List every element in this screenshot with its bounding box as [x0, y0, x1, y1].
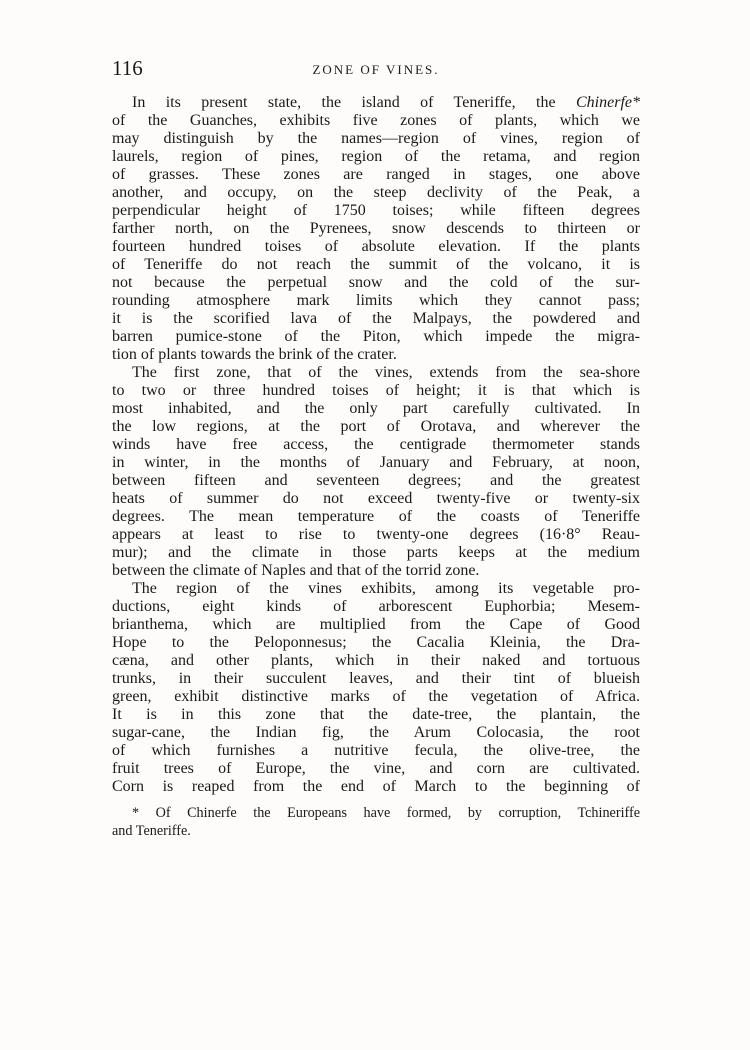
- text-line: between the climate of Naples and that of the torrid zone.: [112, 562, 480, 579]
- body-text: [112, 94, 640, 796]
- text-line: laurels, region of pines, region of the retama, and region: [112, 148, 640, 165]
- text-line: of Teneriffe do not reach the summit of the volcano, it is: [112, 256, 640, 273]
- text-line: The region of the vines exhibits, among its vegetable pro-: [132, 580, 640, 597]
- text-line: perpendicular height of 1750 toises; while fifteen degrees: [112, 202, 640, 219]
- text-line: appears at least to rise to twenty-one degrees (16·8° Reau-: [112, 526, 640, 543]
- text-line: fruit trees of Europe, the vine, and corn are cultivated.: [112, 760, 640, 777]
- text-line: mur); and the climate in those parts keeps at the medium: [112, 544, 640, 561]
- text-line: heats of summer do not exceed twenty-five or twenty-six: [112, 490, 640, 507]
- text-line: in winter, in the months of January and February, at noon,: [112, 454, 640, 471]
- text-line: Hope to the Peloponnesus; the Cacalia Kleinia, the Dra-: [112, 634, 640, 651]
- book-page: [112, 52, 640, 840]
- text-line: tion of plants towards the brink of the crater.: [112, 346, 397, 363]
- italic-term: Chinerfe*: [576, 94, 640, 111]
- footnote-line: and Teneriffe.: [112, 823, 191, 839]
- text-line: The first zone, that of the vines, extends from the sea-shore: [132, 364, 640, 381]
- text-line: not because the perpetual snow and the cold of the sur-: [112, 274, 640, 291]
- footnote: [112, 804, 640, 840]
- paragraph: [112, 364, 640, 580]
- text-line: brianthema, which are multiplied from the Cape of Good: [112, 616, 640, 633]
- paragraph: [112, 580, 640, 796]
- text-line: trunks, in their succulent leaves, and their tint of blueish: [112, 670, 640, 687]
- text-line: winds have free access, the centigrade thermometer stands: [112, 436, 640, 453]
- text-line: ductions, eight kinds of arborescent Euphorbia; Mesem-: [112, 598, 640, 615]
- text-line: farther north, on the Pyrenees, snow descends to thirteen or: [112, 220, 640, 237]
- text-line: Corn is reaped from the end of March to the beginning of: [112, 778, 640, 795]
- text-line: another, and occupy, on the steep declivity of the Peak, a: [112, 184, 640, 201]
- text-line: of which furnishes a nutritive fecula, the olive-tree, the: [112, 742, 640, 759]
- running-head: ZONE OF VINES.: [312, 62, 440, 77]
- paragraph: [112, 94, 640, 364]
- text-line: rounding atmosphere mark limits which they cannot pass;: [112, 292, 640, 309]
- text-line: green, exhibit distinctive marks of the vegetation of Africa.: [112, 688, 640, 705]
- text-line: between fifteen and seventeen degrees; and the greatest: [112, 472, 640, 489]
- text-line: the low regions, at the port of Orotava, and wherever the: [112, 418, 640, 435]
- text-line: barren pumice-stone of the Piton, which impede the migra-: [112, 328, 640, 345]
- text-line: In its present state, the island of Teneriffe, the Chinerfe*: [132, 94, 640, 111]
- text-line: to two or three hundred toises of height; it is that which is: [112, 382, 640, 399]
- text-line: of the Guanches, exhibits five zones of plants, which we: [112, 112, 640, 129]
- text-line: degrees. The mean temperature of the coasts of Teneriffe: [112, 508, 640, 525]
- page-header: [112, 52, 640, 86]
- text-line: cæna, and other plants, which in their naked and tortuous: [112, 652, 640, 669]
- text-line: sugar-cane, the Indian fig, the Arum Colocasia, the root: [112, 724, 640, 741]
- text-line: may distinguish by the names—region of vines, region of: [112, 130, 640, 147]
- text-line: of grasses. These zones are ranged in stages, one above: [112, 166, 640, 183]
- text-line: most inhabited, and the only part carefully cultivated. In: [112, 400, 640, 417]
- text-line: fourteen hundred toises of absolute elevation. If the plants: [112, 238, 640, 255]
- text-line: It is in this zone that the date-tree, the plantain, the: [112, 706, 640, 723]
- text-line: it is the scorified lava of the Malpays, the powdered and: [112, 310, 640, 327]
- page-number: 116: [112, 56, 143, 80]
- footnote-line: * Of Chinerfe the Europeans have formed, by corruption, Tchineriffe: [132, 805, 640, 821]
